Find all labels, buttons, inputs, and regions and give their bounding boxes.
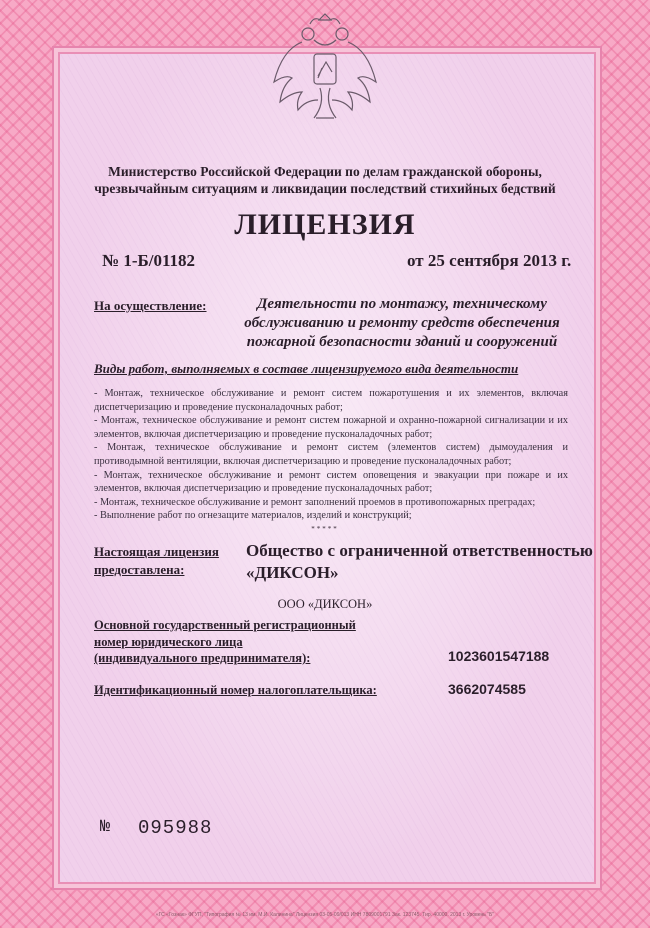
works-list [94,387,568,523]
works-item: - Монтаж, техническое обслуживание и ремонт систем оповещения и эвакуации при пожаре и их элементов, включая диспетчеризацию и проведение пусконаладочных работ; [94,469,568,495]
license-number: № 1-Б/01182 [102,251,196,270]
holder-name [246,540,593,584]
works-item: - Выполнение работ по огнезащите материалов, изделий и конструкций; [94,510,412,522]
activity-label: На осуществление: [94,298,207,313]
ogrn-value: 1023601547188 [448,648,550,664]
holder-label-line-1: Настоящая лицензия [94,544,219,559]
ogrn-label [94,617,356,667]
works-item: - Монтаж, техническое обслуживание и ремонт систем пожарной и охранно-пожарной сигнализации и их элементов, включая диспетчеризацию и проведение пусконаладочных работ; [94,415,568,440]
inn-label: Идентификационный номер налогоплательщика: [94,683,377,697]
works-item: - Монтаж, техническое обслуживание и ремонт систем пожаротушения и их элементов, включая диспетчеризацию и проведение пусконаладочных работ; [94,388,568,413]
activity-line-1: Деятельности по монтажу, техническому [257,296,547,312]
document-title: ЛИЦЕНЗИЯ [234,208,416,241]
double-headed-eagle-emblem [270,10,380,128]
ministry-header [60,163,590,197]
ogrn-label-line-2: номер юридического лица [94,634,243,649]
ogrn-label-line-3: (индивидуального предпринимателя): [94,651,311,665]
holder-label-line-2: предоставлена: [94,562,185,577]
activity-line-2: обслуживанию и ремонту средств обеспечения [244,315,560,331]
works-item: - Монтаж, техническое обслуживание и ремонт заполнений проемов в противопожарных преградах; [94,496,536,508]
works-item: - Монтаж, техническое обслуживание и ремонт систем (элементов систем) дымоудаления и противодымной вентиляции, включая диспетчеризацию и проведение пусконаладочных работ; [94,442,568,467]
holder-name-line-1: Общество с ограниченной ответственностью [246,541,593,560]
inn-value: 3662074585 [448,681,526,697]
license-date: от 25 сентября 2013 г. [407,251,572,270]
holder-name-line-2: «ДИКСОН» [246,563,339,582]
printer-imprint: «ГС «Гознак» ФГУП, "Типография № 13 им. М.И. Калинина" Лицензия 03-05-09/013 ИНН 7809001791 Зак. 123745. Тир. 40000. 2013 г. Уровень "Б" [155,912,495,918]
ministry-line-2: чрезвычайным ситуациям и ликвидации последствий стихийных бедствий [94,181,556,196]
works-heading: Виды работ, выполняемых в составе лицензируемого вида деятельности [94,361,519,376]
activity-description [232,295,572,352]
holder-short-name: ООО «ДИКСОН» [277,597,373,611]
serial-number-sign: № [100,818,111,837]
activity-line-3: пожарной безопасности зданий и сооружений [246,334,558,350]
holder-label [94,543,219,579]
works-separator: ***** [311,525,339,533]
ogrn-label-line-1: Основной государственный регистрационный [94,618,356,632]
ministry-line-1: Министерство Российской Федерации по делам гражданской обороны, [108,164,542,179]
serial-number: 095988 [138,817,213,839]
